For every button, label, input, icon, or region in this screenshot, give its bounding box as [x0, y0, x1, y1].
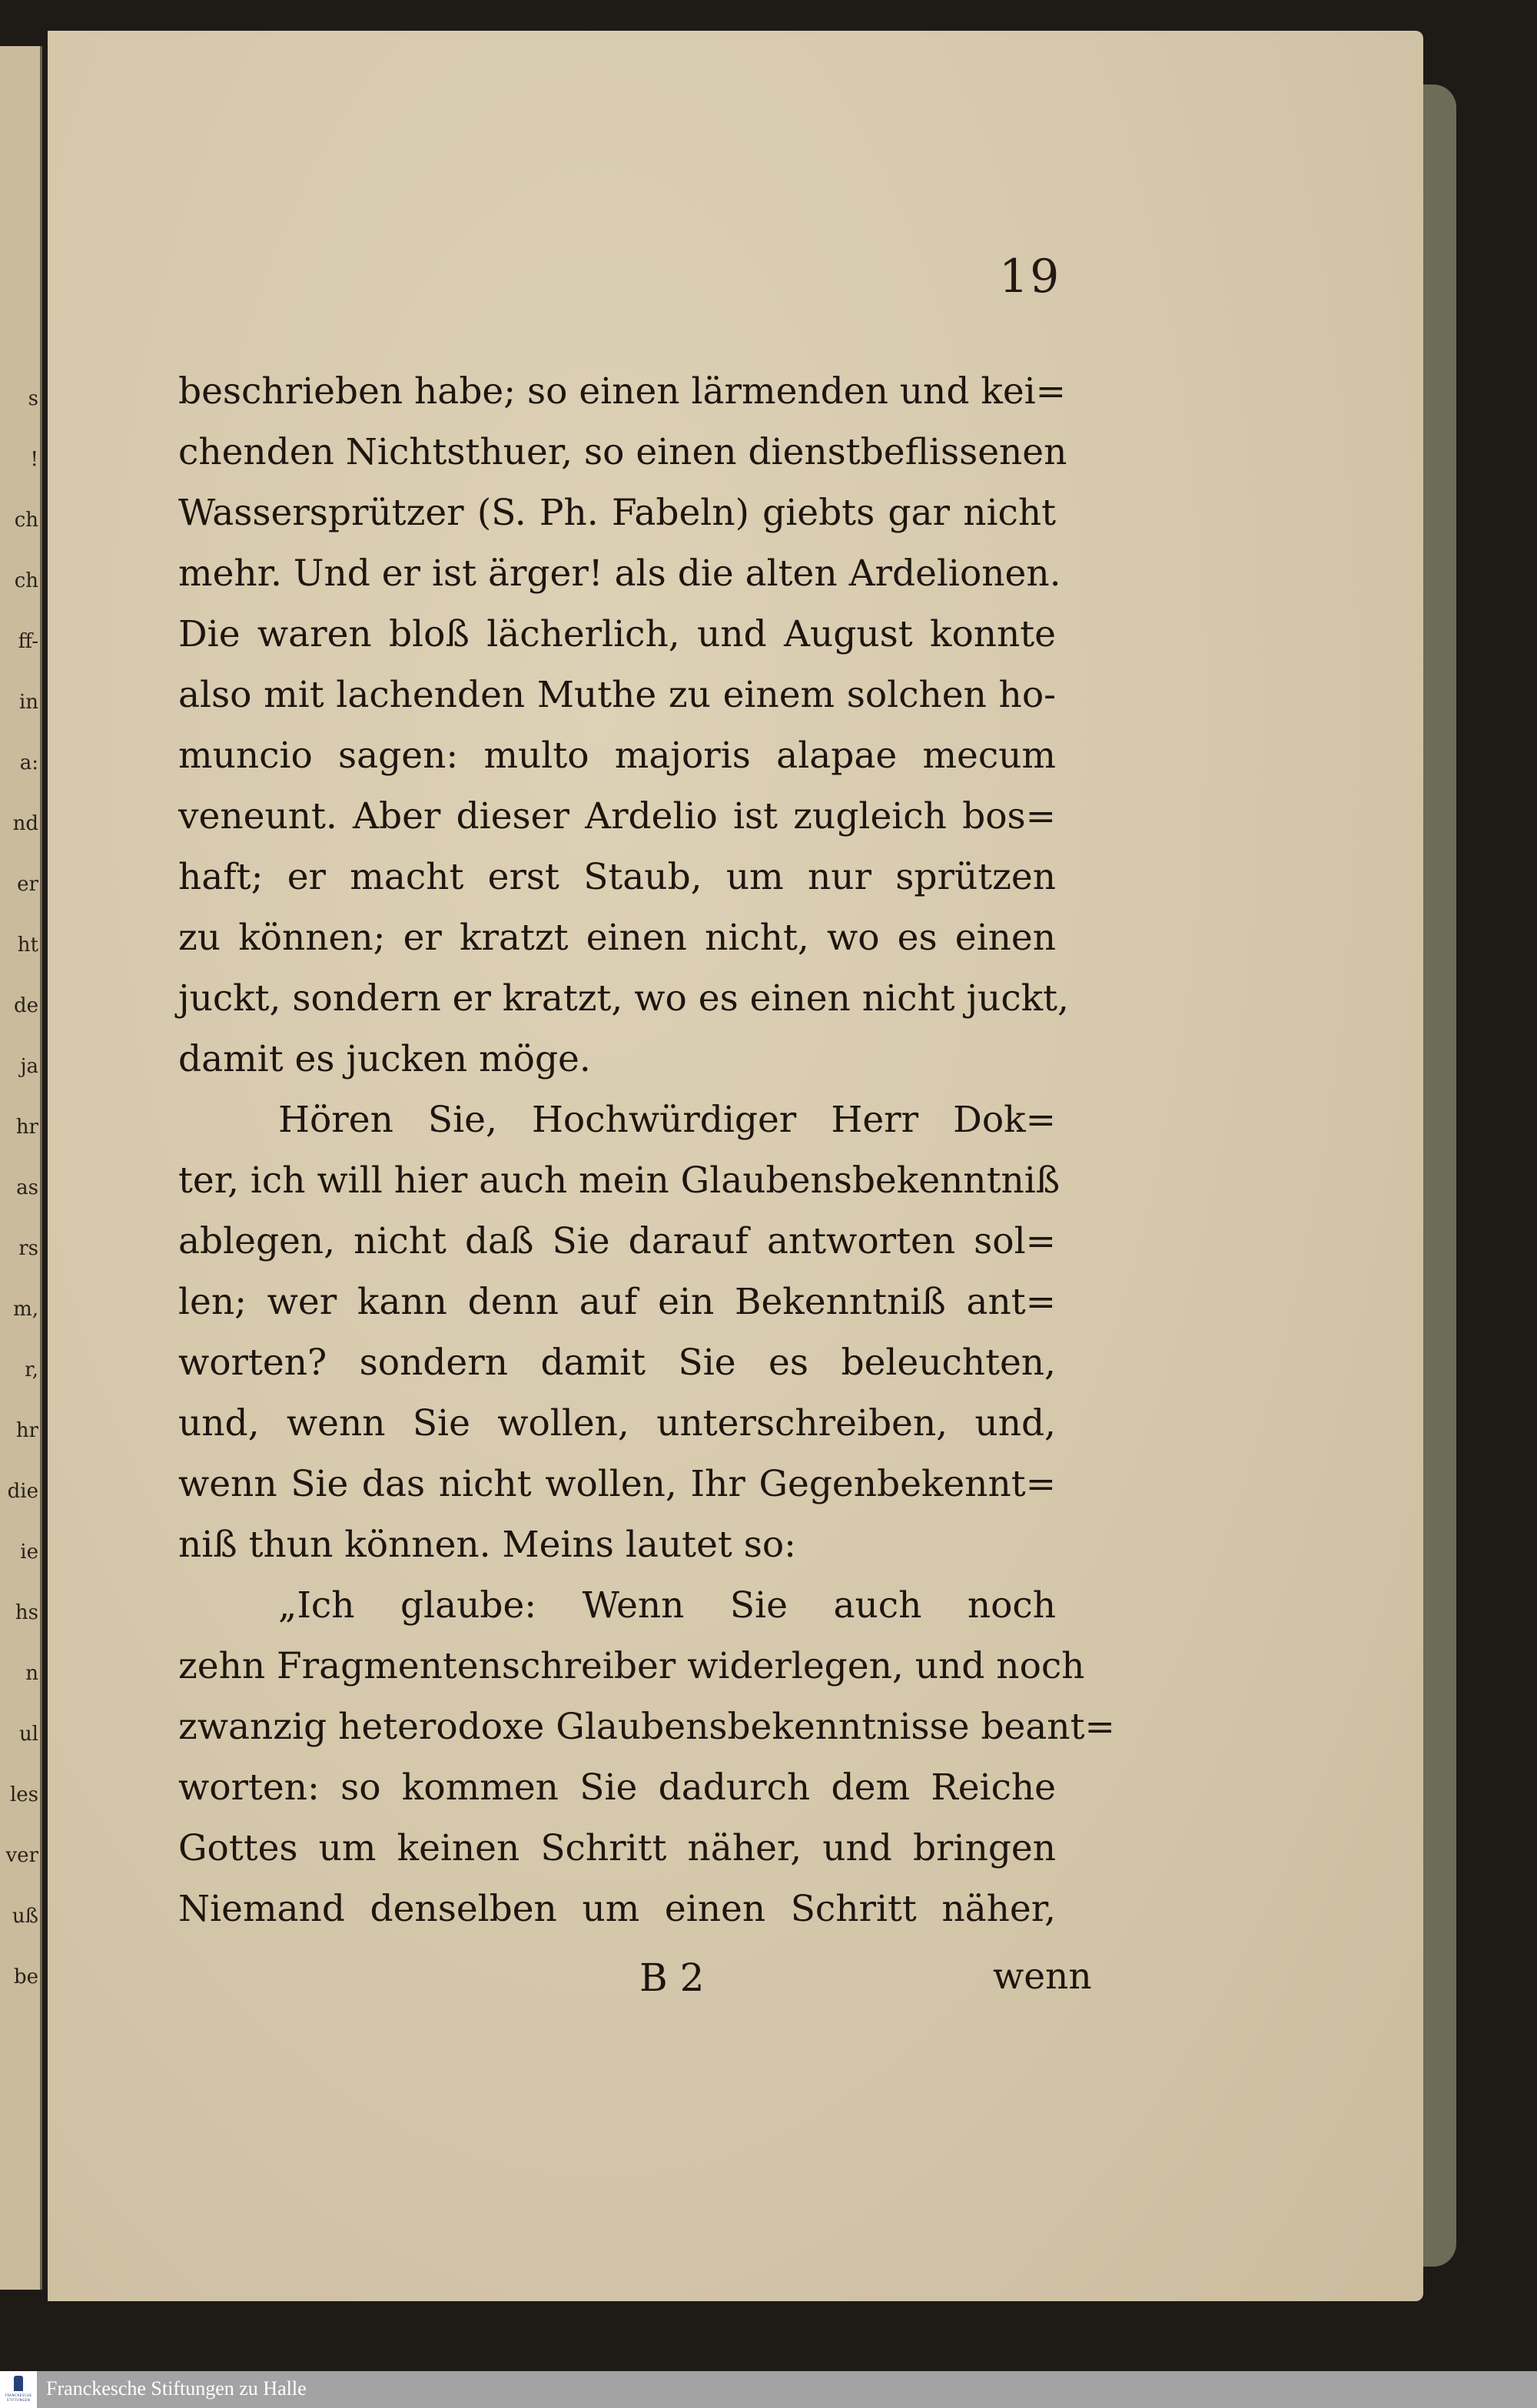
- text-line: zu können; er kratzt einen nicht, wo es einen: [178, 917, 1056, 959]
- text-line: Niemand denselben um einen Schritt näher,: [178, 1888, 1056, 1930]
- fragment: de: [13, 994, 38, 1017]
- fragment: hr: [15, 1116, 38, 1139]
- fragment: ch: [14, 509, 38, 532]
- text-line: und, wenn Sie wollen, unterschreiben, und,: [178, 1402, 1056, 1444]
- fragment: m,: [13, 1298, 38, 1321]
- signature-mark: B 2: [639, 1955, 705, 2000]
- text-line: niß thun können. Meins lautet so:: [178, 1524, 796, 1566]
- text-line: muncio sagen: multo majoris alapae mecum: [178, 735, 1056, 777]
- fragment: die: [7, 1480, 38, 1503]
- fragment: n: [25, 1662, 38, 1685]
- previous-page-edge: [0, 46, 42, 2290]
- fragment: be: [13, 1965, 38, 1988]
- fragment: as: [16, 1176, 38, 1199]
- body-text: [178, 361, 1115, 1939]
- text-line: worten? sondern damit Sie es beleuchten,: [178, 1342, 1056, 1384]
- logo-figure-icon: [14, 2376, 23, 2391]
- fragment: ch: [14, 569, 38, 592]
- fragment: ff-: [18, 630, 38, 653]
- logo-text: FRANCKESCHE STIFTUNGEN: [5, 2393, 32, 2402]
- text-line: zwanzig heterodoxe Glaubensbekenntnisse beant=: [178, 1706, 1115, 1748]
- text-line: wenn Sie das nicht wollen, Ihr Gegenbekennt=: [178, 1463, 1056, 1505]
- fragment: a:: [19, 751, 38, 774]
- fragment: hr: [15, 1419, 38, 1442]
- text-line: Gottes um keinen Schritt näher, und bringen: [178, 1827, 1056, 1869]
- fragment: s: [28, 387, 38, 410]
- text-line: beschrieben habe; so einen lärmenden und kei=: [178, 370, 1067, 413]
- text-line: also mit lachenden Muthe zu einem solchen ho-: [178, 674, 1056, 716]
- fragment: hs: [15, 1601, 38, 1624]
- text-line: chenden Nichtsthuer, so einen dienstbeflissenen: [178, 431, 1067, 473]
- fragment: in: [18, 691, 38, 714]
- fragment: er: [17, 873, 38, 896]
- text-line: juckt, sondern er kratzt, wo es einen nicht juckt,: [178, 977, 1069, 1020]
- fragment: !: [30, 448, 38, 471]
- text-line: len; wer kann denn auf ein Bekenntniß ant=: [178, 1281, 1056, 1323]
- text-line: zehn Fragmentenschreiber widerlegen, und noch: [178, 1645, 1085, 1687]
- catchword: wenn: [993, 1955, 1092, 1998]
- fragment: ver: [5, 1844, 38, 1867]
- text-line: worten: so kommen Sie dadurch dem Reiche: [178, 1766, 1056, 1809]
- book-page: [48, 31, 1423, 2301]
- fragment: ht: [17, 934, 38, 957]
- fragment: rs: [18, 1237, 38, 1260]
- institution-logo[interactable]: [0, 2371, 37, 2408]
- page-number: 19: [999, 250, 1061, 303]
- text-line: Die waren bloß lächerlich, und August konnte: [178, 613, 1056, 655]
- text-line: „Ich glaube: Wenn Sie auch noch: [278, 1584, 1056, 1627]
- text-line: veneunt. Aber dieser Ardelio ist zugleich bos=: [178, 795, 1056, 837]
- text-line: ablegen, nicht daß Sie darauf antworten sol=: [178, 1220, 1056, 1262]
- fragment: les: [9, 1783, 38, 1806]
- text-line: Wassersprützer (S. Ph. Fabeln) giebts gar nicht: [178, 492, 1056, 534]
- text-line: ter, ich will hier auch mein Glaubensbekenntniß: [178, 1159, 1061, 1202]
- text-line: mehr. Und er ist ärger! als die alten Ardelionen.: [178, 552, 1061, 595]
- fragment: ul: [18, 1723, 38, 1746]
- footer-bar: [0, 2371, 1537, 2408]
- text-line: haft; er macht erst Staub, um nur sprützen: [178, 856, 1056, 898]
- fragment: ja: [20, 1055, 38, 1078]
- text-line: damit es jucken möge.: [178, 1038, 591, 1080]
- previous-page-fragments: [2, 369, 38, 2008]
- fragment: ie: [20, 1541, 38, 1564]
- fragment: r,: [25, 1358, 38, 1381]
- text-line: Hören Sie, Hochwürdiger Herr Dok=: [278, 1099, 1056, 1141]
- fragment: nd: [12, 812, 38, 835]
- fragment: uß: [12, 1905, 38, 1928]
- institution-name: Franckesche Stiftungen zu Halle: [46, 2377, 307, 2400]
